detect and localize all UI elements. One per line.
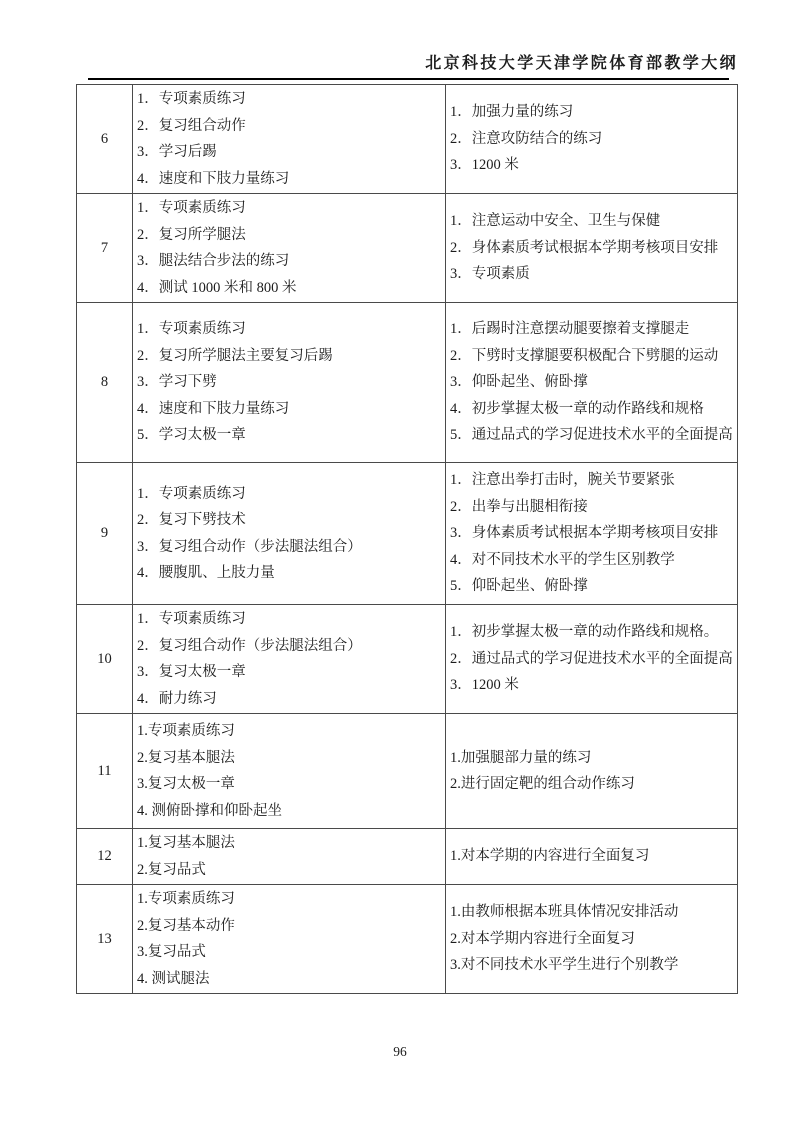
table-row (77, 885, 738, 994)
content-item-left: 3.复习品式 (137, 944, 206, 960)
table-row (77, 85, 738, 194)
content-item-left: 1.专项素质练习 (137, 723, 235, 739)
left-content-cell (133, 303, 446, 463)
content-item-left: 2．复习所学腿法主要复习后踢 (137, 347, 333, 364)
schedule-table (76, 84, 738, 994)
content-item-right: 2．出拳与出腿相衔接 (450, 498, 588, 515)
content-item-right: 1．注意出拳打击时，腕关节要紧张 (450, 472, 675, 489)
content-item-left: 3．复习组合动作（步法腿法组合） (137, 538, 362, 555)
content-item-left: 2.复习基本动作 (137, 917, 235, 934)
left-content-cell (133, 85, 446, 194)
content-item-left: 4. 测俯卧撑和仰卧起坐 (137, 802, 282, 819)
table-row (77, 194, 738, 303)
left-content-cell (133, 829, 446, 885)
content-item-right: 1．加强力量的练习 (450, 104, 574, 121)
content-item-right: 2.对本学期内容进行全面复习 (450, 930, 635, 947)
content-item-left: 3．腿法结合步法的练习 (137, 253, 290, 269)
content-item-left: 2．复习下劈技术 (137, 512, 246, 528)
header-rule (88, 78, 729, 80)
content-item-right: 1．后踢时注意摆动腿要擦着支撑腿走 (450, 321, 690, 338)
content-item-left: 1．专项素质练习 (137, 200, 246, 216)
content-item-left: 2.复习品式 (137, 861, 206, 878)
content-item-right: 2.进行固定靶的组合动作练习 (450, 776, 635, 792)
header-title: 北京科技大学天津学院体育部教学大纲 (425, 55, 738, 72)
content-item-left: 1．专项素质练习 (137, 321, 246, 338)
content-item-right: 2．下劈时支撑腿要积极配合下劈腿的运动 (450, 347, 719, 364)
content-item-left: 2．复习所学腿法 (137, 226, 246, 243)
week-number: 12 (77, 829, 133, 885)
content-item-right: 2．身体素质考试根据本学期考核项目安排 (450, 239, 719, 256)
table-row (77, 303, 738, 463)
week-number: 6 (77, 85, 133, 194)
content-item-right: 3．身体素质考试根据本学期考核项目安排 (450, 525, 719, 542)
content-item-right: 1.对本学期的内容进行全面复习 (450, 848, 650, 865)
content-item-left: 5．学习太极一章 (137, 427, 246, 444)
content-item-left: 1.专项素质练习 (137, 891, 235, 907)
week-number: 13 (77, 885, 133, 994)
right-content-cell (446, 85, 738, 194)
week-number: 8 (77, 303, 133, 463)
table-row (77, 605, 738, 714)
right-content-cell (446, 194, 738, 303)
week-number: 9 (77, 463, 133, 605)
content-item-left: 4．耐力练习 (137, 690, 217, 707)
content-item-left: 2．复习组合动作（步法腿法组合） (137, 637, 362, 654)
content-item-left: 1．专项素质练习 (137, 611, 246, 627)
right-content-cell (446, 714, 738, 829)
table-row (77, 829, 738, 885)
content-item-right: 3．仰卧起坐、俯卧撑 (450, 374, 588, 391)
week-number: 10 (77, 605, 133, 714)
content-item-right: 3.对不同技术水平学生进行个别教学 (450, 957, 679, 974)
left-content-cell (133, 714, 446, 829)
content-item-left: 3．学习下劈 (137, 374, 217, 391)
right-content-cell (446, 885, 738, 994)
content-item-right: 3．1200 米 (450, 157, 519, 174)
content-item-left: 4．腰腹肌、上肢力量 (137, 565, 275, 581)
schedule-table-body (77, 85, 738, 994)
content-item-left: 4．速度和下肢力量练习 (137, 400, 290, 417)
content-item-left: 3．学习后踢 (137, 144, 217, 160)
week-number: 7 (77, 194, 133, 303)
right-content-cell (446, 463, 738, 605)
right-content-cell (446, 829, 738, 885)
right-content-cell (446, 303, 738, 463)
content-item-right: 5．通过品式的学习促进技术水平的全面提高 (450, 427, 733, 444)
content-item-left: 1．专项素质练习 (137, 91, 246, 107)
content-item-right: 2．通过品式的学习促进技术水平的全面提高 (450, 650, 733, 667)
content-item-right: 4．对不同技术水平的学生区别教学 (450, 551, 675, 568)
content-item-left: 1．专项素质练习 (137, 485, 246, 502)
content-item-right: 1.由教师根据本班具体情况安排活动 (450, 904, 679, 921)
left-content-cell (133, 463, 446, 605)
table-row (77, 463, 738, 605)
right-content-cell (446, 605, 738, 714)
content-item-left: 2.复习基本腿法 (137, 749, 235, 766)
content-item-right: 5．仰卧起坐、俯卧撑 (450, 578, 588, 595)
content-item-right: 3．专项素质 (450, 266, 530, 283)
table-row (77, 714, 738, 829)
week-number: 11 (77, 714, 133, 829)
content-item-right: 1．初步掌握太极一章的动作路线和规格。 (450, 624, 719, 641)
left-content-cell (133, 885, 446, 994)
content-item-left: 4．速度和下肢力量练习 (137, 170, 290, 187)
content-item-left: 3.复习太极一章 (137, 776, 235, 792)
content-item-right: 1.加强腿部力量的练习 (450, 749, 592, 766)
content-item-right: 1．注意运动中安全、卫生与保健 (450, 213, 661, 230)
content-item-left: 2．复习组合动作 (137, 117, 246, 134)
content-item-left: 4. 测试腿法 (137, 970, 210, 987)
content-item-left: 1.复习基本腿法 (137, 835, 235, 851)
content-item-left: 3．复习太极一章 (137, 664, 246, 680)
left-content-cell (133, 194, 446, 303)
left-content-cell (133, 605, 446, 714)
content-item-right: 3．1200 米 (450, 677, 519, 694)
content-item-right: 2．注意攻防结合的练习 (450, 130, 603, 147)
content-item-left: 4．测试 1000 米和 800 米 (137, 279, 297, 296)
content-item-right: 4．初步掌握太极一章的动作路线和规格 (450, 400, 704, 417)
page-number: 96 (393, 1044, 407, 1059)
